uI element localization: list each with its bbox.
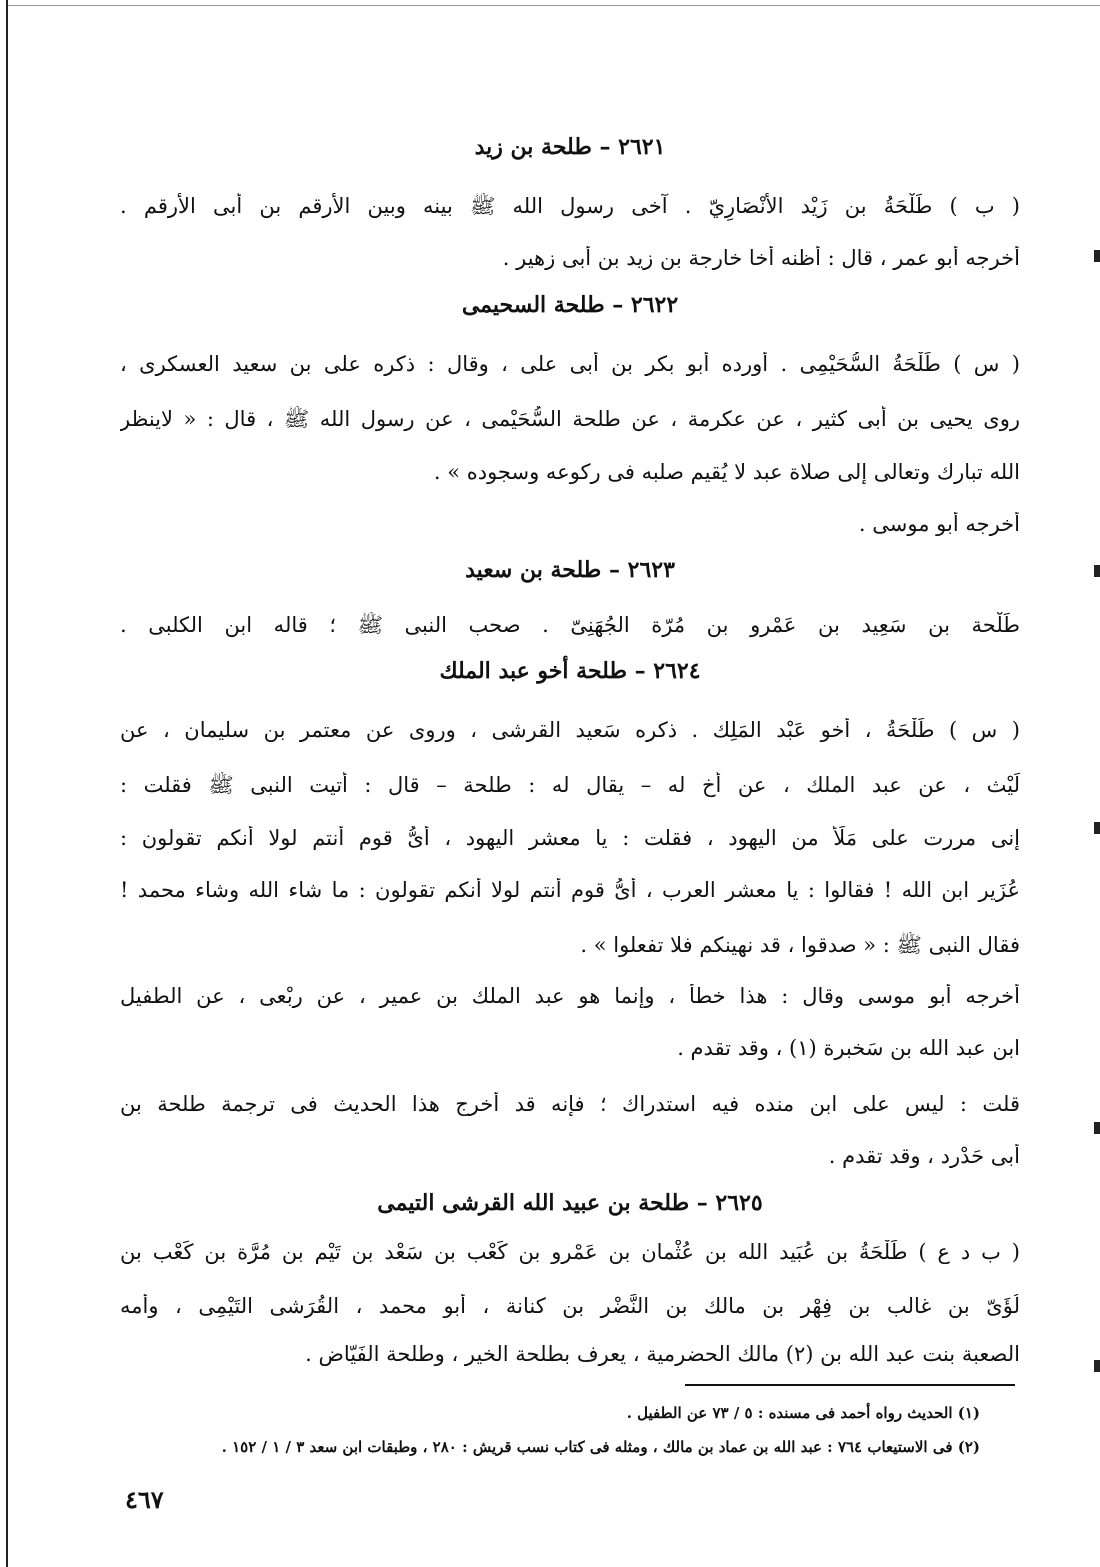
footnote: (٢) فى الاستيعاب ٧٦٤ : عبد الله بن عماد بن مالك ، ومثله فى كتاب نسب قريش : ٢٨٠ ، وطبقات ابن سعد ٣ / ١ / ١٥٢ .: [221, 1438, 980, 1456]
text-line: أخرجه أبو موسى وقال : هذا خطأ ، وإنما هو عبد الملك بن عمير ، عن رِبْعى ، عن الطفيل: [120, 984, 1020, 1008]
scan-edge: [6, 0, 8, 1567]
text-line: لُؤَىّ بن غالب بن فِهْر بن مالك بن النَّضْر بن كنانة ، أبو محمد ، القُرَشى التَيْمِى ، وأمه: [120, 1294, 1020, 1318]
text-line: ابن عبد الله بن سَخبرة (١) ، وقد تقدم .: [677, 1036, 1020, 1060]
entry-heading: ٢٦٢٥ – طلحة بن عبيد الله القرشى التيمى: [377, 1190, 763, 1216]
footnote-rule: [685, 1384, 1015, 1386]
text-line: عُزَير ابن الله ! فقالوا : يا معشر العرب ، أىُّ قوم أنتم لولا أنكم تقولون : ما شاء الله وشاء محمد !: [120, 878, 1020, 902]
text-line: طَلْحة بن سَعِيد بن عَمْرو بن مُرّة الجُهَنِىّ . صحب النبى ﷺ ؛ قاله ابن الكلبى .: [120, 613, 1020, 637]
text-line: ( ب د ع ) طَلْحَةُ بن عُبَيد الله بن عُثْمان بن عَمْرو بن كَعْب بن سَعْد بن تَيْم بن مُرَّة بن كَعْب بن: [120, 1240, 1020, 1264]
footnote: (١) الحديث رواه أحمد فى مسنده : ٥ / ٧٣ عن الطفيل .: [626, 1404, 980, 1422]
text-line: روى يحيى بن أبى كثير ، عن عكرمة ، عن طلحة السُّحَيْمى ، عن رسول الله ﷺ ، قال : « لاينظر: [120, 407, 1020, 431]
text-line: ( ب ) طَلْحَةُ بن زَيْد الأَنْصَارِيّ . آخى رسول الله ﷺ بينه وبين الأرقم بن أبى الأرقم .: [120, 194, 1020, 218]
margin-mark: [1094, 565, 1100, 577]
margin-mark: [1094, 1122, 1100, 1134]
entry-heading: ٢٦٢٣ – طلحة بن سعيد: [465, 557, 675, 583]
margin-mark: [1094, 250, 1100, 262]
entry-heading: ٢٦٢١ – طلحة بن زيد: [474, 134, 666, 160]
text-line: قلت : ليس على ابن منده فيه استدراك ؛ فإنه قد أخرج هذا الحديث فى ترجمة طلحة بن: [120, 1092, 1020, 1116]
text-line: أخرجه أبو موسى .: [858, 512, 1020, 536]
text-line: فقال النبى ﷺ : « صدقوا ، قد نهينكم فلا تفعلوا » .: [580, 933, 1020, 957]
text-line: ( س ) طَلْحَةُ السُّحَيْمِى . أورده أبو بكر بن أبى على ، وقال : ذكره على بن سعيد العسكرى ،: [120, 352, 1020, 376]
entry-heading: ٢٦٢٤ – طلحة أخو عبد الملك: [439, 658, 701, 684]
text-line: الله تبارك وتعالى إلى صلاة عبد لا يُقيم صلبه فى ركوعه وسجوده » .: [433, 460, 1020, 484]
text-line: إنى مررت على مَلَأ من اليهود ، فقلت : يا معشر اليهود ، أىُّ قوم أنتم لولا أنكم تقولون :: [120, 826, 1020, 850]
text-line: الصعبة بنت عبد الله بن (٢) مالك الحضرمية ، يعرف بطلحة الخير ، وطلحة الفَيّاض .: [305, 1342, 1020, 1366]
text-line: أخرجه أبو عمر ، قال : أظنه أخا خارجة بن زيد بن أبى زهير .: [502, 246, 1020, 270]
text-line: لَيْث ، عن عبد الملك ، عن أخ له – يقال له : طلحة – قال : أتيت النبى ﷺ فقلت :: [120, 773, 1020, 797]
text-line: ( س ) طَلْحَةُ ، أخو عَبْد المَلِك . ذكره سَعيد القرشى ، وروى عن معتمر بن سليمان ، عن: [120, 718, 1020, 742]
page-number: ٤٦٧: [125, 1485, 164, 1514]
margin-mark: [1094, 1360, 1100, 1372]
margin-mark: [1094, 822, 1100, 834]
entry-heading: ٢٦٢٢ – طلحة السحيمى: [461, 292, 679, 318]
text-line: أبى حَدْرد ، وقد تقدم .: [828, 1144, 1020, 1168]
scan-edge-top: [8, 5, 1100, 6]
